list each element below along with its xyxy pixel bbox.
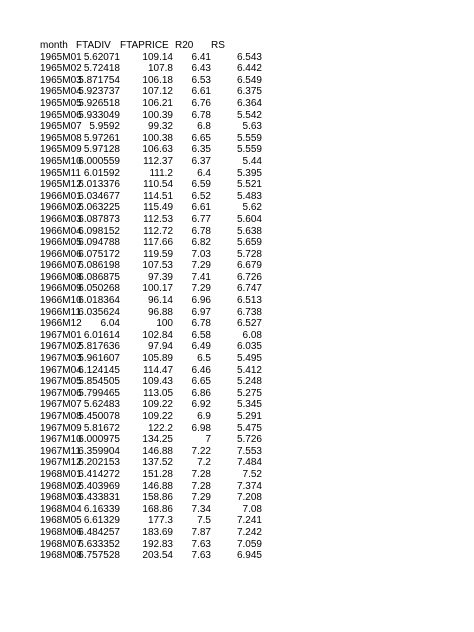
cell-ftaprice[interactable]: 109.43 [142, 376, 173, 388]
cell-r20[interactable]: 6.8 [197, 121, 211, 133]
cell-rs[interactable]: 6.08 [242, 329, 262, 341]
cell-month[interactable]: 1968M08 [40, 550, 82, 562]
cell-ftaprice[interactable]: 203.54 [142, 550, 173, 562]
cell-ftaprice[interactable]: 114.47 [143, 364, 173, 376]
table-row [0, 457, 474, 469]
cell-r20[interactable]: 6.61 [191, 86, 211, 98]
cell-ftadiv[interactable]: 6.61329 [83, 515, 120, 527]
cell-ftaprice[interactable]: 112.72 [143, 225, 173, 237]
cell-r20[interactable]: 7.87 [191, 526, 211, 538]
cell-rs[interactable]: 5.475 [236, 422, 262, 434]
cell-rs[interactable]: 5.345 [236, 399, 262, 411]
cell-ftaprice[interactable]: 112.37 [143, 155, 173, 167]
cell-month[interactable]: 1965M04 [40, 86, 82, 98]
cell-rs[interactable]: 6.738 [236, 306, 262, 318]
cell-month[interactable]: 1968M06 [40, 526, 82, 538]
cell-r20[interactable]: 6.53 [191, 74, 211, 86]
cell-r20[interactable]: 7.29 [191, 260, 211, 272]
cell-r20[interactable]: 7.28 [191, 468, 211, 480]
cell-month[interactable]: 1965M02 [40, 63, 82, 75]
cell-r20[interactable]: 6.77 [191, 213, 211, 225]
cell-ftaprice[interactable]: 106.63 [142, 144, 173, 156]
table-row [0, 168, 474, 180]
cell-ftaprice[interactable]: 113.05 [143, 387, 173, 399]
cell-ftaprice[interactable]: 102.84 [142, 329, 173, 341]
table-row [0, 365, 474, 377]
cell-month[interactable]: 1965M10 [40, 155, 82, 167]
cell-r20[interactable]: 6.37 [191, 155, 211, 167]
cell-ftadiv[interactable]: 5.854505 [78, 376, 120, 388]
cell-r20[interactable]: 6.4 [197, 167, 211, 179]
cell-month[interactable]: 1967M09 [40, 422, 82, 434]
cell-rs[interactable]: 7.484 [236, 457, 262, 469]
cell-month[interactable]: 1965M01 [40, 51, 82, 63]
cell-r20[interactable]: 6.65 [191, 376, 211, 388]
cell-ftadiv[interactable]: 6.403969 [78, 480, 120, 492]
cell-rs[interactable]: 6.364 [236, 97, 262, 109]
cell-month[interactable]: 1965M11 [40, 167, 81, 179]
cell-ftadiv[interactable]: 6.050268 [78, 283, 120, 295]
cell-ftaprice[interactable]: 100.38 [142, 132, 173, 144]
cell-r20[interactable]: 7.5 [197, 515, 211, 527]
cell-r20[interactable]: 7.28 [191, 480, 211, 492]
cell-rs[interactable]: 5.63 [242, 121, 262, 133]
table-row [0, 446, 474, 458]
cell-ftaprice[interactable]: 151.28 [142, 468, 173, 480]
cell-month[interactable]: 1968M02 [40, 480, 82, 492]
cell-ftaprice[interactable]: 119.59 [143, 248, 173, 260]
table-row [0, 399, 474, 411]
cell-ftadiv[interactable]: 6.16339 [83, 503, 120, 515]
cell-month[interactable]: 1966M04 [40, 225, 82, 237]
cell-r20[interactable]: 6.59 [191, 179, 211, 191]
cell-month[interactable]: 1967M01 [40, 329, 82, 341]
cell-ftaprice[interactable]: 97.94 [147, 341, 173, 353]
cell-r20[interactable]: 6.78 [191, 318, 211, 330]
cell-ftadiv[interactable]: 5.923737 [78, 86, 120, 98]
cell-ftadiv[interactable]: 6.202153 [78, 457, 120, 469]
table-row [0, 539, 474, 551]
cell-rs[interactable]: 7.08 [242, 503, 262, 515]
cell-month[interactable]: 1966M09 [40, 283, 82, 295]
cell-month[interactable]: 1966M01 [40, 190, 82, 202]
table-row [0, 353, 474, 365]
cell-month[interactable]: 1965M03 [40, 74, 82, 86]
cell-rs[interactable]: 7.374 [236, 480, 262, 492]
cell-r20[interactable]: 6.43 [191, 63, 211, 75]
spreadsheet-table [0, 40, 474, 562]
cell-ftadiv[interactable]: 5.97128 [83, 144, 120, 156]
cell-r20[interactable]: 6.86 [191, 387, 211, 399]
table-row [0, 121, 474, 133]
cell-ftadiv[interactable]: 5.933049 [78, 109, 120, 121]
cell-month[interactable]: 1965M12 [40, 179, 82, 191]
cell-ftaprice[interactable]: 100 [156, 318, 173, 330]
cell-rs[interactable]: 5.638 [236, 225, 262, 237]
cell-r20[interactable]: 6.82 [191, 237, 211, 249]
table-row [0, 86, 474, 98]
table-row [0, 434, 474, 446]
header-ftadiv[interactable]: FTADIV [76, 40, 111, 51]
table-row [0, 411, 474, 423]
cell-month[interactable]: 1966M02 [40, 202, 82, 214]
table-row [0, 98, 474, 110]
cell-rs[interactable]: 5.542 [236, 109, 262, 121]
cell-rs[interactable]: 5.726 [236, 434, 262, 446]
cell-r20[interactable]: 6.98 [191, 422, 211, 434]
cell-ftadiv[interactable]: 6.01614 [83, 329, 120, 341]
cell-r20[interactable]: 6.58 [191, 329, 211, 341]
cell-ftadiv[interactable]: 5.97261 [83, 132, 120, 144]
cell-ftaprice[interactable]: 109.14 [142, 51, 173, 63]
cell-rs[interactable]: 6.527 [236, 318, 262, 330]
table-row [0, 226, 474, 238]
cell-rs[interactable]: 6.543 [236, 51, 262, 63]
cell-rs[interactable]: 6.442 [236, 63, 262, 75]
cell-ftaprice[interactable]: 107.8 [147, 63, 173, 75]
cell-ftaprice[interactable]: 109.22 [142, 411, 173, 422]
cell-ftaprice[interactable]: 158.86 [142, 492, 173, 504]
cell-ftadiv[interactable]: 6.063225 [78, 202, 120, 214]
table-row [0, 272, 474, 284]
cell-ftaprice[interactable]: 183.69 [142, 526, 173, 538]
cell-r20[interactable]: 7.41 [191, 271, 211, 283]
cell-month[interactable]: 1967M05 [40, 376, 82, 388]
table-row [0, 52, 474, 64]
table-row [0, 504, 474, 516]
cell-month[interactable]: 1967M04 [40, 364, 82, 376]
cell-r20[interactable]: 7.63 [191, 538, 211, 550]
cell-ftadiv[interactable]: 5.450078 [78, 411, 120, 422]
cell-month[interactable]: 1968M01 [40, 468, 82, 480]
cell-month[interactable]: 1966M06 [40, 248, 82, 260]
table-row [0, 481, 474, 493]
cell-rs[interactable]: 5.44 [242, 155, 262, 167]
cell-month[interactable]: 1967M07 [40, 399, 82, 411]
cell-rs[interactable]: 6.513 [236, 295, 262, 307]
cell-rs[interactable]: 7.241 [236, 515, 262, 527]
cell-ftaprice[interactable]: 111.2 [149, 167, 173, 179]
cell-r20[interactable]: 6.49 [191, 341, 211, 353]
table-row [0, 423, 474, 435]
cell-ftadiv[interactable]: 6.035624 [78, 306, 120, 318]
cell-rs[interactable]: 6.679 [236, 260, 262, 272]
cell-ftaprice[interactable]: 96.88 [147, 306, 173, 318]
table-row [0, 191, 474, 203]
cell-ftaprice[interactable]: 117.66 [143, 237, 173, 249]
table-row [0, 202, 474, 214]
table-row [0, 388, 474, 400]
cell-ftadiv[interactable]: 5.926518 [78, 97, 120, 109]
cell-rs[interactable]: 7.208 [236, 492, 262, 504]
table-row [0, 179, 474, 191]
cell-ftaprice[interactable]: 106.21 [142, 97, 173, 109]
cell-rs[interactable]: 6.549 [236, 74, 262, 86]
cell-r20[interactable]: 6.61 [191, 202, 211, 214]
cell-month[interactable]: 1965M06 [40, 109, 82, 121]
cell-ftadiv[interactable]: 6.04 [100, 318, 120, 330]
table-row [0, 492, 474, 504]
cell-rs[interactable]: 5.659 [236, 237, 262, 249]
cell-rs[interactable]: 5.412 [236, 364, 262, 376]
table-row [0, 133, 474, 145]
header-row [0, 40, 474, 52]
cell-rs[interactable]: 7.553 [236, 445, 262, 457]
cell-ftaprice[interactable]: 105.89 [142, 353, 173, 365]
cell-ftaprice[interactable]: 106.18 [142, 74, 173, 86]
table-row [0, 237, 474, 249]
table-row [0, 527, 474, 539]
cell-month[interactable]: 1966M03 [40, 213, 82, 225]
cell-r20[interactable]: 6.78 [191, 225, 211, 237]
cell-ftadiv[interactable]: 5.62483 [83, 399, 120, 411]
cell-ftadiv[interactable]: 6.414272 [78, 468, 120, 480]
cell-r20[interactable]: 7.34 [191, 503, 211, 515]
table-row [0, 318, 474, 330]
cell-rs[interactable]: 5.291 [236, 411, 262, 422]
cell-r20[interactable]: 6.52 [191, 190, 211, 202]
cell-r20[interactable]: 6.78 [191, 109, 211, 121]
cell-ftadiv[interactable]: 6.359904 [78, 445, 120, 457]
cell-month[interactable]: 1967M02 [40, 341, 82, 353]
cell-ftadiv[interactable]: 5.62071 [83, 51, 120, 63]
cell-ftaprice[interactable]: 122.2 [147, 422, 173, 434]
cell-ftadiv[interactable]: 6.433831 [78, 492, 120, 504]
cell-rs[interactable]: 7.059 [236, 538, 262, 550]
cell-ftaprice[interactable]: 168.86 [142, 503, 173, 515]
cell-rs[interactable]: 5.483 [236, 190, 262, 202]
cell-ftadiv[interactable]: 6.484257 [78, 526, 120, 538]
header-month[interactable]: month [40, 40, 68, 51]
cell-month[interactable]: 1968M07 [40, 538, 82, 550]
table-row [0, 307, 474, 319]
cell-r20[interactable]: 6.65 [191, 132, 211, 144]
cell-r20[interactable]: 6.46 [191, 364, 211, 376]
cell-ftadiv[interactable]: 6.01592 [83, 167, 120, 179]
cell-ftadiv[interactable]: 6.124145 [78, 364, 120, 376]
table-row [0, 249, 474, 261]
cell-ftadiv[interactable]: 5.72418 [83, 63, 120, 75]
table-row [0, 469, 474, 481]
cell-ftadiv[interactable]: 6.087873 [78, 213, 120, 225]
cell-ftadiv[interactable]: 6.000975 [78, 434, 120, 446]
table-row [0, 144, 474, 156]
cell-r20[interactable]: 6.92 [191, 399, 211, 411]
cell-month[interactable]: 1966M05 [40, 237, 82, 249]
cell-month[interactable]: 1967M11 [40, 445, 81, 457]
cell-rs[interactable]: 5.395 [236, 167, 262, 179]
cell-rs[interactable]: 7.242 [236, 526, 262, 538]
cell-rs[interactable]: 7.52 [242, 468, 262, 480]
cell-r20[interactable]: 6.41 [191, 51, 211, 63]
cell-ftaprice[interactable]: 110.54 [143, 179, 173, 191]
table-row [0, 75, 474, 87]
table-row [0, 63, 474, 75]
cell-rs[interactable]: 5.275 [236, 387, 262, 399]
cell-month[interactable]: 1966M07 [40, 260, 82, 272]
table-row [0, 341, 474, 353]
cell-month[interactable]: 1968M04 [40, 503, 82, 515]
cell-r20[interactable]: 7.29 [191, 492, 211, 504]
cell-month[interactable]: 1967M08 [40, 411, 82, 422]
cell-rs[interactable]: 6.726 [236, 271, 262, 283]
table-row [0, 156, 474, 168]
cell-rs[interactable]: 6.035 [236, 341, 262, 353]
cell-ftadiv[interactable]: 6.075172 [78, 248, 120, 260]
table-row [0, 283, 474, 295]
table-row [0, 295, 474, 307]
cell-ftaprice[interactable]: 96.14 [147, 295, 173, 307]
cell-ftadiv[interactable]: 6.013376 [78, 179, 120, 191]
cell-month[interactable]: 1965M07 [40, 121, 82, 133]
cell-ftaprice[interactable]: 146.88 [142, 445, 173, 457]
cell-rs[interactable]: 6.945 [236, 550, 262, 562]
cell-r20[interactable]: 6.97 [191, 306, 211, 318]
cell-month[interactable]: 1965M05 [40, 97, 82, 109]
cell-ftadiv[interactable]: 6.000559 [78, 155, 120, 167]
cell-rs[interactable]: 6.375 [236, 86, 262, 98]
cell-ftaprice[interactable]: 115.49 [143, 202, 173, 214]
cell-r20[interactable]: 7.29 [191, 283, 211, 295]
cell-month[interactable]: 1967M03 [40, 353, 82, 365]
header-r20[interactable]: R20 [175, 40, 194, 51]
cell-ftaprice[interactable]: 100.17 [142, 283, 173, 295]
cell-rs[interactable]: 5.62 [242, 202, 262, 214]
cell-month[interactable]: 1968M03 [40, 492, 82, 504]
cell-month[interactable]: 1966M10 [40, 295, 82, 307]
cell-rs[interactable]: 5.248 [236, 376, 262, 388]
cell-ftadiv[interactable]: 6.086875 [78, 271, 120, 283]
cell-month[interactable]: 1965M08 [40, 132, 82, 144]
table-row [0, 214, 474, 226]
cell-ftaprice[interactable]: 177.3 [147, 515, 173, 527]
cell-ftaprice[interactable]: 192.83 [142, 538, 173, 550]
cell-r20[interactable]: 7.22 [191, 445, 211, 457]
cell-r20[interactable]: 7 [205, 434, 211, 446]
cell-rs[interactable]: 5.521 [236, 179, 262, 191]
cell-rs[interactable]: 5.728 [236, 248, 262, 260]
cell-rs[interactable]: 6.747 [236, 283, 262, 295]
cell-month[interactable]: 1967M12 [40, 457, 82, 469]
table-row [0, 376, 474, 388]
cell-month[interactable]: 1967M06 [40, 387, 82, 399]
cell-ftadiv[interactable]: 5.817636 [78, 341, 120, 353]
cell-ftadiv[interactable]: 6.034677 [78, 190, 120, 202]
table-row [0, 330, 474, 342]
cell-month[interactable]: 1965M09 [40, 144, 82, 156]
cell-ftadiv[interactable]: 6.094788 [78, 237, 120, 249]
cell-r20[interactable]: 7.03 [191, 248, 211, 260]
cell-ftaprice[interactable]: 112.53 [143, 213, 173, 225]
cell-r20[interactable]: 6.76 [191, 97, 211, 109]
cell-ftaprice[interactable]: 99.32 [147, 121, 173, 133]
cell-ftaprice[interactable]: 146.88 [142, 480, 173, 492]
cell-r20[interactable]: 6.5 [197, 353, 211, 365]
table-row [0, 515, 474, 527]
cell-month[interactable]: 1968M05 [40, 515, 82, 527]
cell-month[interactable]: 1966M12 [40, 318, 82, 330]
cell-r20[interactable]: 7.2 [197, 457, 211, 469]
cell-ftadiv[interactable]: 5.961607 [78, 353, 120, 365]
cell-rs[interactable]: 5.604 [236, 213, 262, 225]
cell-ftaprice[interactable]: 114.51 [143, 190, 173, 202]
cell-ftaprice[interactable]: 100.39 [142, 109, 173, 121]
cell-r20[interactable]: 6.96 [191, 295, 211, 307]
cell-rs[interactable]: 5.559 [236, 132, 262, 144]
table-row [0, 550, 474, 562]
cell-ftaprice[interactable]: 137.52 [142, 457, 173, 469]
table-body [0, 52, 474, 562]
cell-ftadiv[interactable]: 6.757528 [78, 550, 120, 562]
cell-ftaprice[interactable]: 134.25 [142, 434, 173, 446]
cell-ftaprice[interactable]: 107.53 [142, 260, 173, 272]
cell-ftadiv[interactable]: 5.871754 [78, 74, 120, 86]
cell-rs[interactable]: 5.559 [236, 144, 262, 156]
cell-ftadiv[interactable]: 6.018364 [78, 295, 120, 307]
table-row [0, 110, 474, 122]
cell-ftadiv[interactable]: 6.633352 [78, 538, 120, 550]
cell-r20[interactable]: 6.9 [197, 411, 211, 422]
cell-ftadiv[interactable]: 6.086198 [78, 260, 120, 272]
cell-ftaprice[interactable]: 109.22 [142, 399, 173, 411]
header-rs[interactable]: RS [211, 40, 225, 51]
cell-month[interactable]: 1967M10 [40, 434, 82, 446]
cell-ftadiv[interactable]: 5.9592 [89, 121, 120, 133]
cell-ftadiv[interactable]: 5.799465 [78, 387, 120, 399]
cell-r20[interactable]: 6.35 [191, 144, 211, 156]
cell-ftaprice[interactable]: 97.39 [147, 271, 173, 283]
cell-ftadiv[interactable]: 6.098152 [78, 225, 120, 237]
table-row [0, 260, 474, 272]
cell-ftaprice[interactable]: 107.12 [142, 86, 173, 98]
cell-ftadiv[interactable]: 5.81672 [83, 422, 120, 434]
header-ftaprice[interactable]: FTAPRICE [120, 40, 169, 51]
cell-r20[interactable]: 7.63 [191, 550, 211, 562]
cell-rs[interactable]: 5.495 [236, 353, 262, 365]
cell-month[interactable]: 1966M11 [40, 306, 81, 318]
cell-month[interactable]: 1966M08 [40, 271, 82, 283]
